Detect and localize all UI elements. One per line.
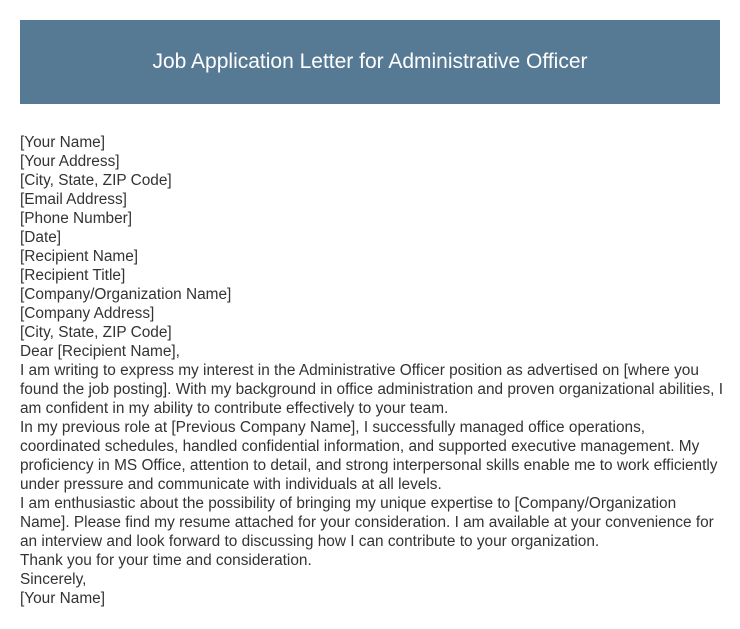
paragraph-experience: In my previous role at [Previous Company Name], I successfully managed office operations, coordinated schedules, handled confidential information, and supported executive management. My proficiency in MS Office, attention to detail, and strong interpersonal skills enable me to work efficiently under pressure and communicate with individuals at all levels. — [20, 419, 718, 493]
paragraph-intro: I am writing to express my interest in the Administrative Officer position as advertised on [where you found the job posting]. With my background in office administration and proven organizational abilities, I am confident in my ability to contribute effectively to your team. — [20, 362, 723, 417]
paragraph-enthusiasm: I am enthusiastic about the possibility of bringing my unique expertise to [Company/Organization Name]. Please find my resume attached for your consideration. I am available at your convenience for an interview and look forward to discussing how I can contribute to your organization. — [20, 495, 714, 550]
sender-address: [Your Address] — [20, 153, 120, 170]
recipient-city-state-zip: [City, State, ZIP Code] — [20, 324, 172, 341]
paragraph-thanks: Thank you for your time and consideration. — [20, 552, 312, 569]
recipient-name: [Recipient Name] — [20, 248, 139, 265]
title-banner — [20, 20, 720, 104]
recipient-title: [Recipient Title] — [20, 267, 126, 284]
closing: Sincerely, — [20, 571, 87, 588]
sender-phone: [Phone Number] — [20, 210, 133, 227]
page-title: Job Application Letter for Administrative Officer — [152, 50, 588, 73]
recipient-address: [Company Address] — [20, 305, 155, 322]
letter-body — [20, 133, 725, 608]
sender-city-state-zip: [City, State, ZIP Code] — [20, 172, 172, 189]
recipient-company: [Company/Organization Name] — [20, 286, 232, 303]
letter-date: [Date] — [20, 229, 62, 246]
sender-email: [Email Address] — [20, 191, 127, 208]
salutation: Dear [Recipient Name], — [20, 343, 180, 360]
sender-name: [Your Name] — [20, 134, 105, 151]
signature: [Your Name] — [20, 590, 105, 607]
